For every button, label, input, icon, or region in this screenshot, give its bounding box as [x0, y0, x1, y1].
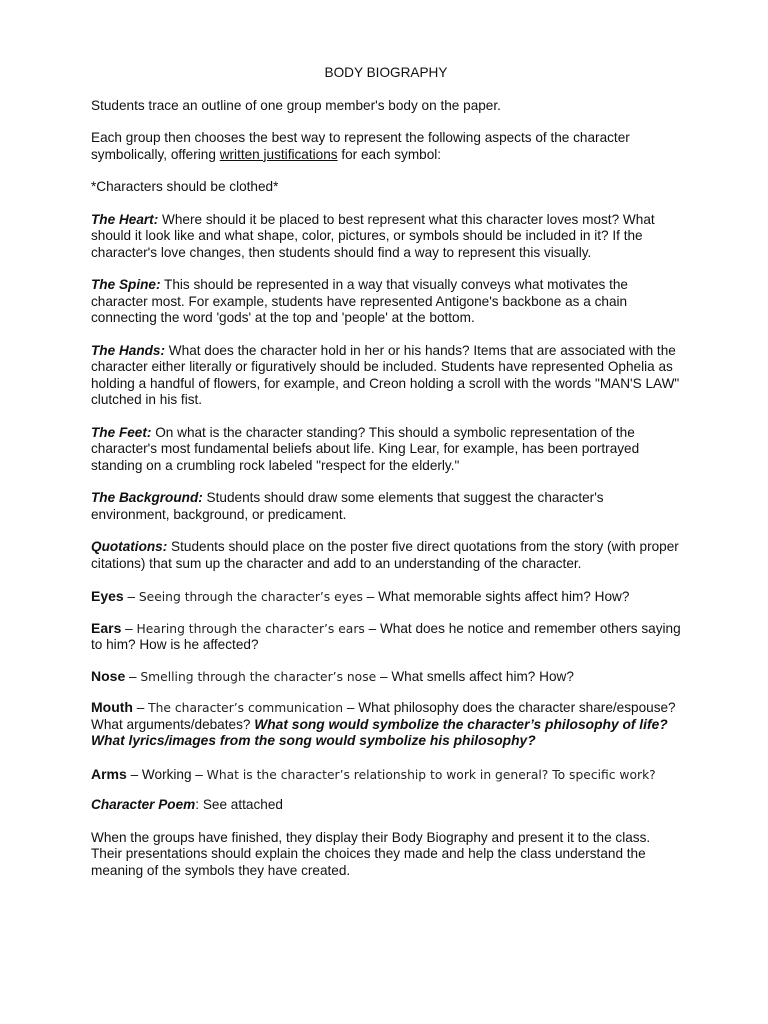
- mouth-section: [91, 699, 681, 750]
- quotations-colon: :: [162, 539, 168, 554]
- intro-paragraph: Students trace an outline of one group member's body on the paper.: [91, 97, 501, 113]
- feet-section: [91, 425, 681, 475]
- written-justifications-text: written justifications: [219, 146, 338, 162]
- instructions-paragraph: [91, 130, 681, 163]
- arms-working: Working: [141, 766, 192, 782]
- quotations-section: [91, 539, 681, 572]
- arms-dash: –: [126, 766, 142, 782]
- background-label: The Background: [91, 490, 199, 505]
- eyes-text: What memorable sights affect him? How?: [378, 589, 630, 604]
- nose-dash: –: [125, 668, 141, 684]
- hands-colon: :: [160, 342, 166, 358]
- background-text: Students should draw some elements that suggest the character's environment, background, or predicament.: [91, 490, 604, 522]
- closing-paragraph: When the groups have finished, they display their Body Biography and present it to the class. Their presentations should explain the choices they made and help the class understand the meaning of the symbols they have created.: [91, 829, 651, 878]
- mouth-label: Mouth: [91, 699, 133, 715]
- spine-section: [91, 277, 681, 327]
- eyes-section: [91, 588, 681, 606]
- eyes-subtitle: Seeing through the character’s eyes: [138, 590, 363, 604]
- arms-label: Arms: [91, 765, 127, 782]
- poem-section: [91, 797, 681, 814]
- instructions-text: Each group then chooses the best way to represent the following aspects of the character symbolically, offering: [91, 130, 630, 162]
- ears-dash: –: [121, 620, 137, 636]
- mouth-dash-2: –: [343, 700, 359, 715]
- feet-colon: :: [146, 424, 152, 440]
- mouth-song-question: What song would symbolize the character’s philosophy of life? What lyrics/images from the song would symbolize his philosophy?: [91, 716, 668, 748]
- hands-text: What does the character hold in her or his hands? Items that are associated with the character either literally or figuratively should be included. Students have represented Ophelia as holding a handful of flowers, for example, and Creon holding a scroll with the words "MAN'S LAW" clutched in his fist.: [91, 342, 680, 407]
- ears-subtitle: Hearing through the character’s ears: [136, 621, 365, 636]
- spine-label: The Spine: [91, 277, 156, 292]
- poem-label: Character Poem: [91, 797, 196, 812]
- nose-label: Nose: [91, 667, 126, 684]
- nose-dash-2: –: [376, 668, 392, 684]
- hands-section: [91, 343, 681, 409]
- ears-text: What does he notice and remember others saying to him? How is he affected?: [91, 620, 681, 652]
- document-title: BODY BIOGRAPHY: [324, 65, 448, 80]
- heart-section: [91, 212, 681, 262]
- hands-label: The Hands: [91, 342, 161, 358]
- spine-text: This should be represented in a way that visually conveys what motivates the character most. For example, students have represented Antigone's backbone as a chain connecting the word 'gods' at the top and 'people' at the bottom.: [91, 277, 628, 325]
- nose-text: What smells affect him? How?: [391, 668, 574, 684]
- background-colon: :: [198, 490, 203, 505]
- eyes-label: Eyes: [91, 588, 124, 604]
- arms-text: What is the character’s relationship to work in general? To specific work?: [206, 767, 656, 782]
- heart-label: The Heart: [91, 211, 154, 227]
- heart-text: Where should it be placed to best represent what this character loves most? What should it look like and what shape, color, pictures, or symbols should be included in it? If the character's love changes, then students should find a way to represent this visually.: [91, 211, 655, 260]
- arms-section: [91, 766, 681, 784]
- nose-section: [91, 668, 681, 686]
- document-page: [91, 65, 681, 895]
- feet-text: On what is the character standing? This should a symbolic representation of the character's most fundamental beliefs about life. King Lear, for example, has been portrayed standing on a crumbling rock labeled "respect for the elderly.": [91, 424, 640, 473]
- mouth-subtitle: The character’s communication: [148, 701, 344, 715]
- heart-colon: :: [153, 211, 159, 227]
- clothing-note: *Characters should be clothed*: [91, 179, 279, 194]
- ears-label: Ears: [91, 619, 122, 636]
- ears-section: [91, 620, 681, 654]
- nose-subtitle: Smelling through the character’s nose: [140, 669, 377, 684]
- quotations-label: Quotations: [91, 539, 163, 554]
- background-section: [91, 490, 681, 523]
- ears-dash-2: –: [364, 620, 380, 636]
- eyes-dash: –: [123, 589, 139, 604]
- mouth-dash: –: [132, 700, 149, 715]
- arms-dash-2: –: [191, 766, 207, 782]
- quotations-text: Students should place on the poster five direct quotations from the story (with proper citations) that sum up the character and add to an understanding of the character.: [91, 539, 679, 571]
- spine-colon: :: [155, 277, 161, 292]
- eyes-dash-2: –: [362, 589, 379, 604]
- instructions-end-text: for each symbol:: [337, 146, 442, 162]
- poem-text: : See attached: [195, 797, 283, 812]
- mouth-text: What philosophy does the character share/espouse? What arguments/debates?: [91, 700, 676, 732]
- feet-label: The Feet: [91, 424, 147, 440]
